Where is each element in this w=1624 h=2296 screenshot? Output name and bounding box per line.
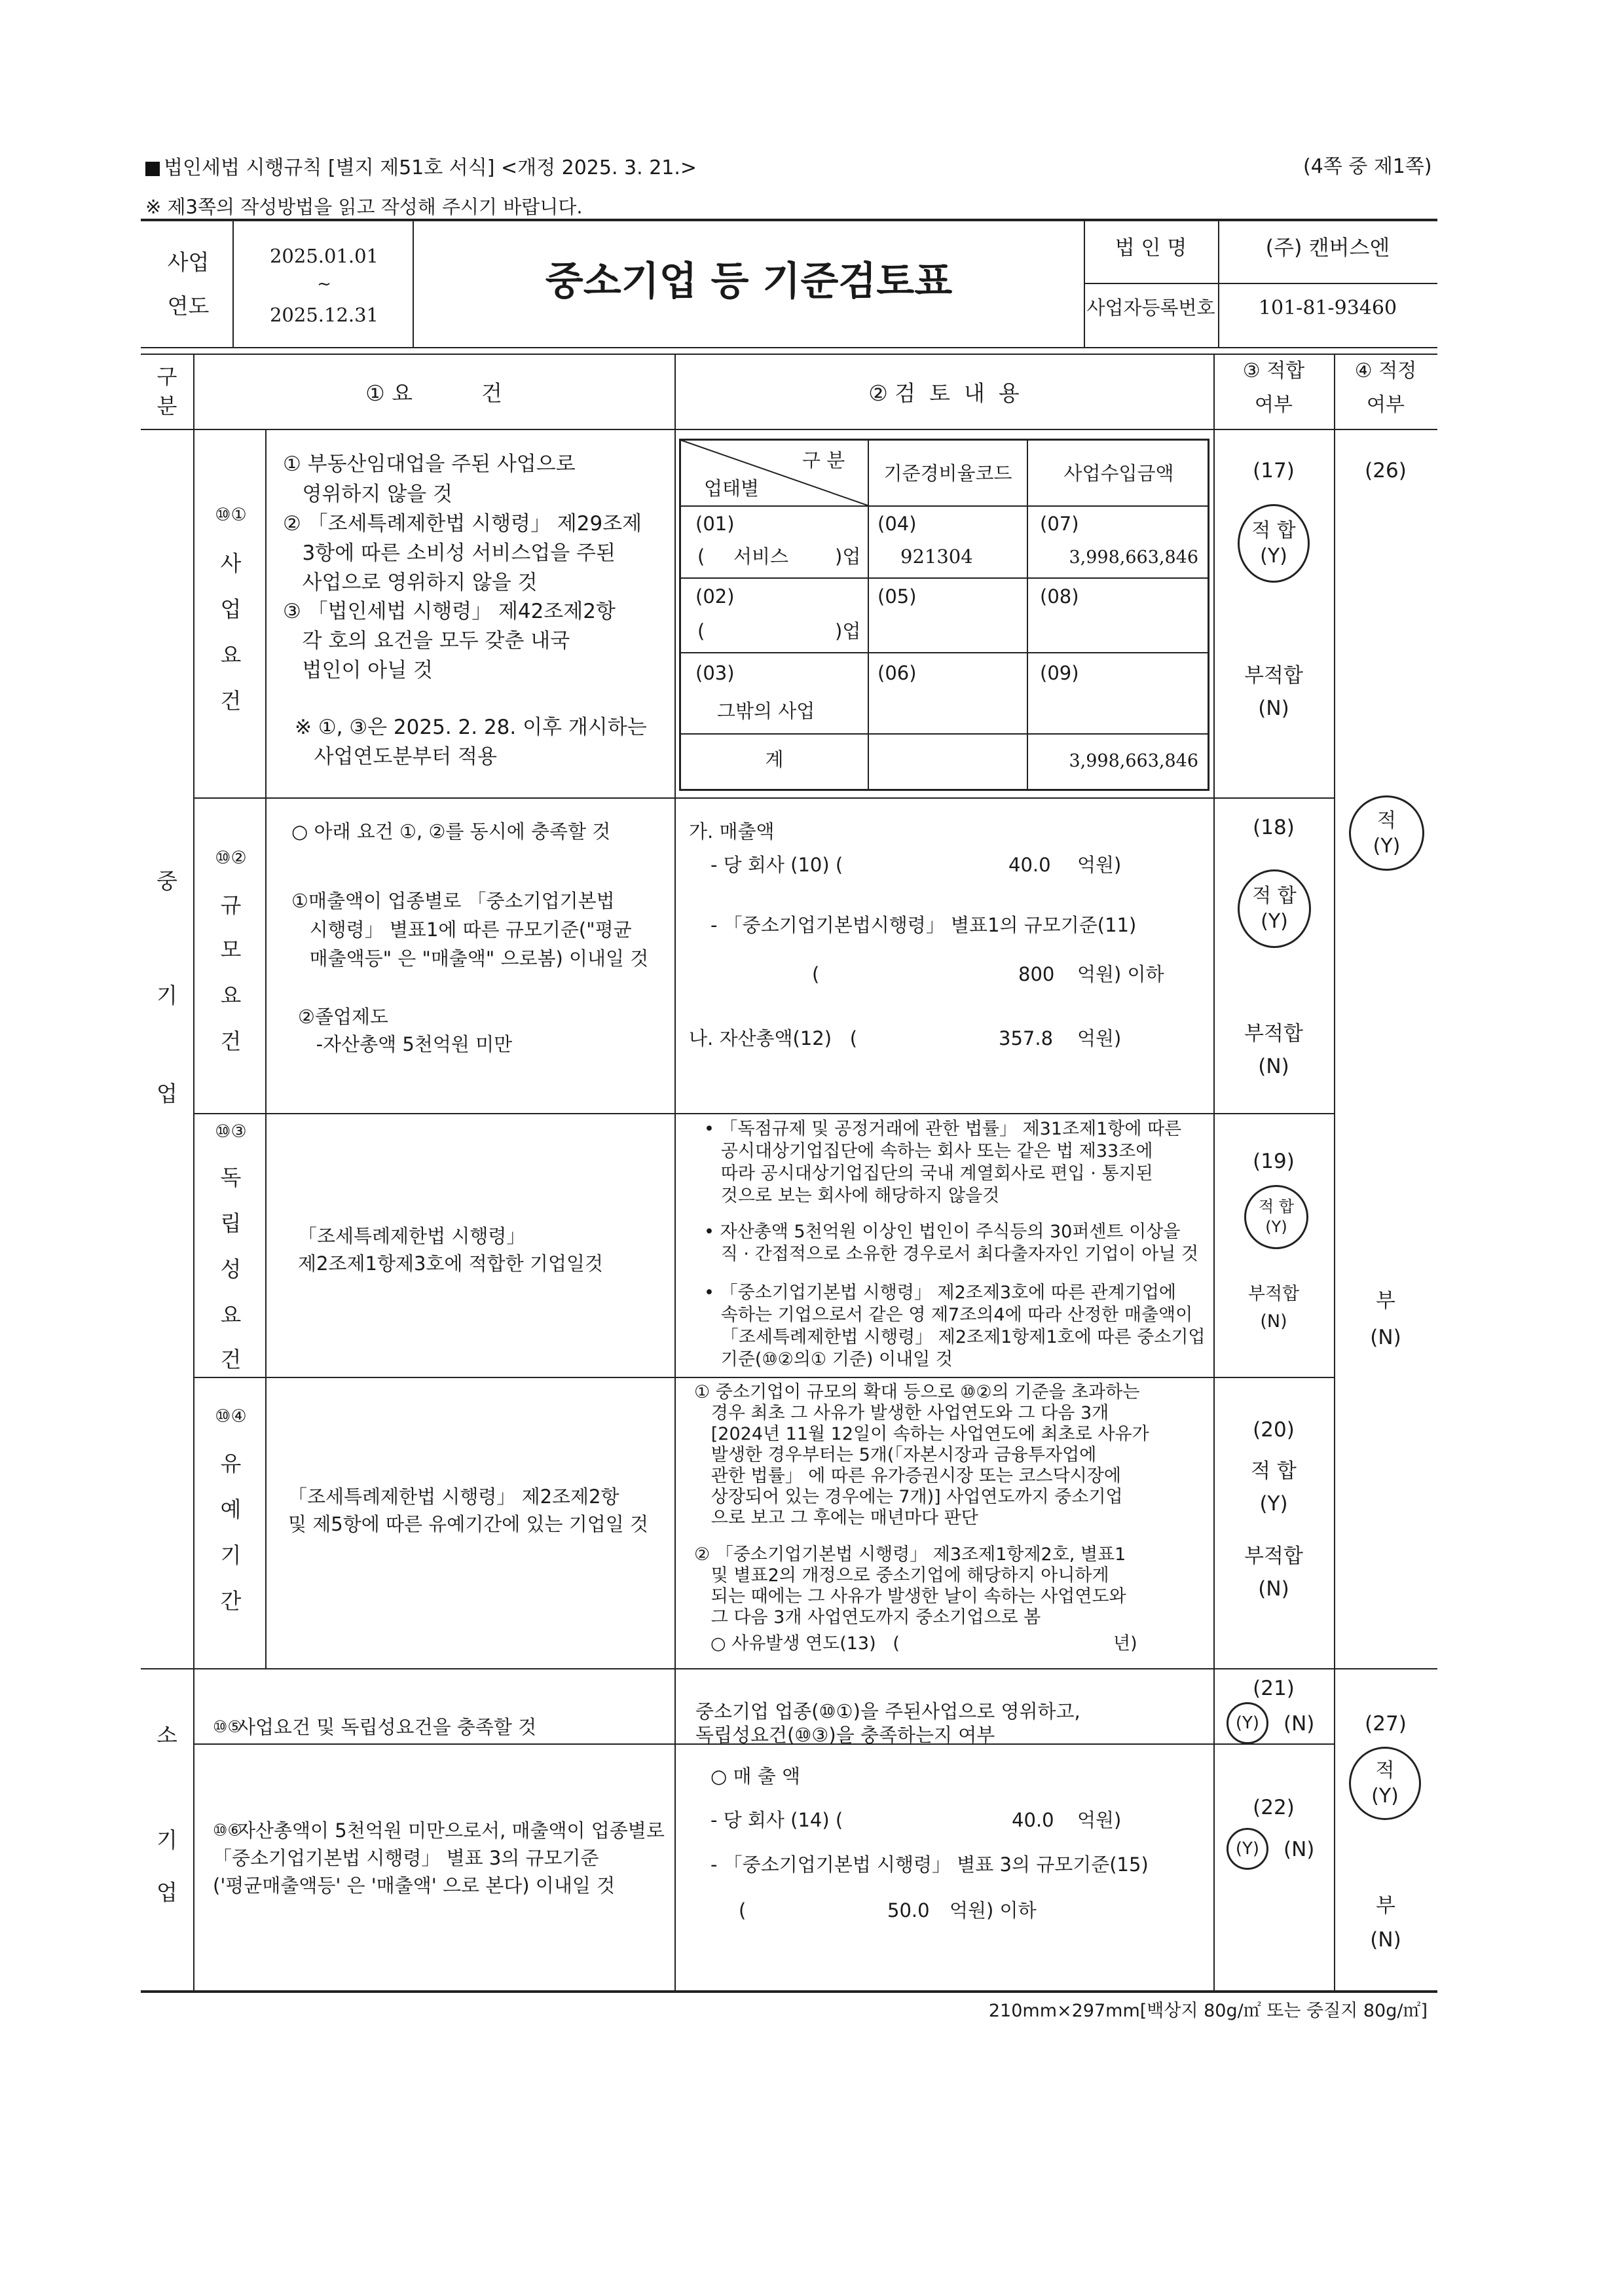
row103-label-4: 요 (220, 1302, 242, 1328)
row104-review1-3: [2024년 11월 12일이 속하는 사업연도에 최초로 사유가 (694, 1424, 1149, 1444)
sme-fit2-yes-2: (Y) (1373, 834, 1401, 858)
bit-total-amt: 3,998,663,846 (1069, 751, 1198, 771)
row103-req-1: 「조세특례제한법 시행령」 (298, 1225, 526, 1247)
row105-review-1: 중소기업 업종(⑩①)을 주된사업으로 영위하고, (695, 1700, 1080, 1722)
row103-bottom (193, 1377, 1334, 1378)
row101-req-7: 각 호의 요건을 모두 갖춘 내국 (283, 629, 570, 653)
bit-r1-close: )업 (835, 545, 861, 568)
col-fit2-1: ④ 적정 (1354, 359, 1417, 382)
row103-number: ⑩③ (215, 1121, 247, 1142)
page-info: (4쪽 중 제1쪽) (1303, 155, 1432, 178)
bit-total-label: 계 (765, 748, 784, 771)
bit-r1-open: ( (697, 545, 705, 568)
row101-label-line (265, 429, 267, 797)
row103-review1-3: 따라 공시대상기업집단의 국내 계열회사로 편입 · 통지된 (704, 1163, 1153, 1184)
row103-label-1: 독 (220, 1165, 242, 1190)
row103-review3-1: • 「중소기업기본법 시행령」 제2조제3호에 따른 관계기업에 (704, 1283, 1176, 1303)
row106-req-2: 「중소기업기본법 시행령」 별표 3의 규모기준 (213, 1847, 599, 1869)
row103-review2-1: • 자산총액 5천억원 이상인 법인이 주식등의 30퍼센트 이상을 (704, 1222, 1181, 1242)
group-small-1: 소 (157, 1722, 177, 1748)
row104-review3-label: ○ 사유발생 연도(13) ( (710, 1633, 900, 1654)
bottom-border (141, 1990, 1437, 1993)
period-end: 2025.12.31 (269, 304, 379, 326)
col-division-1: 구 (157, 364, 177, 389)
row104-review2-2: 및 별표2의 개정으로 중소기업에 해당하지 아니하게 (694, 1565, 1109, 1586)
small-fit2-yes[interactable] (1349, 1747, 1421, 1820)
bit-r1-code-no: (04) (877, 513, 917, 535)
row101-bottom (193, 797, 1334, 799)
row102-fit1-no: (18) (1253, 816, 1295, 839)
colheader-bottom-border (141, 429, 1437, 430)
row104-fit1-no-1: 부적합 (1244, 1544, 1303, 1568)
row106-review-b-unit: 억원) 이하 (950, 1899, 1037, 1922)
row105-number: ⑩⑤ (213, 1717, 242, 1736)
row104-review2-1: ② 「중소기업기본법 시행령」 제3조제1항제2호, 별표1 (694, 1544, 1126, 1565)
row102-review-b-value: 357.8 (999, 1027, 1054, 1049)
small-fit2-no-2: (N) (1370, 1928, 1401, 1952)
small-fit2-yes-1: 적 (1375, 1759, 1395, 1782)
row103-review3-2: 속하는 기업으로서 같은 영 제7조의4에 따라 산정한 매출액이 (704, 1305, 1193, 1325)
group-small-2: 기 (157, 1827, 177, 1853)
row105-fit1-no: (21) (1253, 1677, 1295, 1700)
bit-r3-type: 그밖의 사업 (717, 700, 815, 722)
bit-r2-amt-no: (08) (1040, 585, 1079, 608)
row103-review1-2: 공시대상기업집단에 속하는 회사 또는 같은 법 제33조에 (704, 1141, 1153, 1161)
instruction-note: ※ 제3쪽의 작성방법을 읽고 작성해 주시기 바랍니다. (145, 196, 583, 218)
row101-req-3: ② 「조세특례제한법 시행령」 제29조제 (283, 512, 642, 536)
bit-r1-no: (01) (695, 513, 735, 535)
row104-review1-5: 관한 법률」 에 따른 유가증권시장 또는 코스닥시장에 (694, 1466, 1121, 1486)
row105-fit2-no: (27) (1365, 1712, 1407, 1736)
row105-req: 사업요건 및 독립성요건을 충족할 것 (237, 1716, 537, 1738)
row103-fit1-no: (19) (1253, 1150, 1295, 1173)
row101-req-note-1: ※ ①, ③은 2025. 2. 28. 이후 개시하는 (295, 716, 647, 739)
col-division-2: 분 (157, 393, 177, 418)
bit-r1-amt-no: (07) (1040, 513, 1079, 535)
row102-fit1-no-2: (N) (1258, 1055, 1289, 1078)
bit-hdr-amount: 사업수입금액 (1063, 462, 1174, 484)
row102-fit1-yes-2: (Y) (1261, 910, 1288, 933)
row104-label-4: 간 (220, 1588, 242, 1614)
row106-review-b-label: - 「중소기업기본법 시행령」 별표 3의 규모기준(15) (710, 1853, 1149, 1876)
row101-number: ⑩① (215, 505, 247, 525)
row103-label-5: 건 (220, 1347, 242, 1372)
group-sme-1: 중 (157, 868, 177, 894)
bit-row3 (679, 652, 1209, 653)
row104-review1-7: 으로 보고 그 후에는 매년마다 판단 (694, 1508, 978, 1528)
title-bottom-border (141, 347, 1437, 348)
row105-fit1-y[interactable]: (Y) (1227, 1702, 1268, 1744)
row106-fit1-no: (22) (1253, 1796, 1295, 1819)
row103-fit1-no-2: (N) (1260, 1311, 1287, 1332)
row102-req-3: 매출액등" 은 "매출액" 으로봄) 이내일 것 (291, 947, 649, 970)
row103-review1-4: 것으로 보는 회사에 해당하지 않을것 (704, 1186, 1000, 1206)
small-fit2-no-1: 부 (1376, 1894, 1395, 1918)
row102-review-a1-value: 40.0 (1008, 854, 1051, 876)
row101-fit1-no: (17) (1253, 459, 1295, 483)
row103-fit2-no-1: 부 (1376, 1289, 1395, 1313)
bit-r3-no: (03) (695, 662, 735, 684)
row104-fit1-no: (20) (1253, 1418, 1295, 1442)
sme-bottom (141, 1668, 1437, 1669)
col-review: ② 검 토 내 용 (868, 380, 1020, 406)
row106-review-b-value: 50.0 (887, 1899, 930, 1922)
row103-fit2-no-2: (N) (1370, 1326, 1401, 1349)
row101-fit1-no-2: (N) (1258, 697, 1289, 720)
bit-r1-amt: 3,998,663,846 (1069, 547, 1198, 568)
row104-number: ⑩④ (215, 1406, 247, 1427)
bit-r2-close: )업 (835, 620, 861, 642)
row102-req-2: 시행령」 별표1에 따른 규모기준("평균 (291, 919, 632, 941)
row104-review1-1: ① 중소기업이 규모의 확대 등으로 ⑩②의 기준을 초과하는 (694, 1382, 1140, 1402)
row104-review1-4: 발생한 경우부터는 5개(「자본시장과 금융투자업에 (694, 1445, 1097, 1465)
row102-label-2: 모 (220, 937, 242, 962)
row104-review2-3: 되는 때에는 그 사유가 발생한 날이 속하는 사업연도와 (694, 1586, 1126, 1607)
bit-col2 (1027, 439, 1028, 791)
row104-label-3: 기 (220, 1542, 242, 1568)
row105-fit1-n: (N) (1283, 1712, 1315, 1736)
row103-review1-1: • 「독점규제 및 공정거래에 관한 법률」 제31조제1항에 따른 (704, 1119, 1182, 1139)
row102-req2-1: ②졸업제도 (298, 1006, 389, 1028)
row103-fit1-yes[interactable] (1244, 1185, 1308, 1249)
bit-row4 (679, 733, 1209, 735)
row101-fit1-yes[interactable] (1238, 504, 1310, 583)
row102-req-intro: ○ 아래 요건 ①, ②를 동시에 충족할 것 (291, 820, 611, 843)
row102-req2-2: -자산총액 5천억원 미만 (298, 1033, 513, 1055)
row101-fit1-yes-1: 적 합 (1251, 519, 1296, 542)
corp-name: (주) 캔버스엔 (1265, 235, 1390, 260)
group-sme-3: 업 (157, 1081, 177, 1106)
row101-label-1: 사 (220, 551, 242, 576)
row106-req-3: ('평균매출액등' 은 '매출액' 으로 본다) 이내일 것 (213, 1874, 616, 1897)
row102-label-3: 요 (220, 983, 242, 1008)
row102-review-b-label: 나. 자산총액(12) ( (689, 1027, 858, 1049)
title-divider-1 (232, 219, 234, 347)
row101-fit2-no: (26) (1365, 459, 1407, 483)
row102-req-1: ①매출액이 업종별로 「중소기업기본법 (291, 890, 615, 912)
row103-review2-2: 직 · 간접적으로 소유한 경우로서 최다출자자인 기업이 아닐 것 (704, 1244, 1199, 1264)
period-start: 2025.01.01 (269, 245, 379, 267)
row102-fit1-yes[interactable] (1238, 869, 1311, 948)
row101-req-5: 사업으로 영위하지 않을 것 (283, 571, 538, 594)
row103-label-3: 성 (220, 1256, 242, 1282)
row102-fit1-yes-1: 적 합 (1252, 884, 1297, 907)
row106-req-1: 자산총액이 5천억원 미만으로서, 매출액이 업종별로 (237, 1819, 665, 1842)
row103-fit1-yes-1: 적 합 (1259, 1197, 1294, 1216)
row102-review-a2-value: 800 (1018, 963, 1055, 985)
page-title: 중소기업 등 기준검토표 (545, 259, 953, 304)
sme-fit2-yes[interactable] (1349, 795, 1424, 871)
bit-hdr-code: 기준경비율코드 (883, 462, 1012, 484)
row102-label-1: 규 (220, 892, 242, 918)
row106-review-title: ○ 매 출 액 (710, 1765, 801, 1787)
row103-fit1-no-1: 부적합 (1247, 1284, 1300, 1304)
form-marker (145, 162, 160, 176)
bit-hdr-diag-bottom: 업태별 (704, 477, 760, 500)
period-label-2: 연도 (167, 293, 210, 319)
row104-label-1: 유 (220, 1451, 242, 1476)
row102-fit1-no-1: 부적합 (1244, 1022, 1303, 1046)
sme-fit2-yes-1: 적 (1377, 809, 1396, 832)
bit-r3-amt-no: (09) (1040, 662, 1079, 684)
title-mid-line (1084, 283, 1437, 284)
row106-fit1-n: (N) (1283, 1838, 1315, 1861)
row101-req-1: ① 부동산임대업을 주된 사업으로 (283, 452, 576, 476)
col-label-line (265, 797, 267, 1668)
row101-label-4: 건 (220, 688, 242, 714)
biz-no-label: 사업자등록번호 (1086, 297, 1215, 319)
row104-review1-6: 상장되어 있는 경우에는 7개)] 사업연도까지 중소기업 (694, 1487, 1123, 1507)
row101-label-2: 업 (220, 596, 242, 622)
row101-req-4: 3항에 따른 소비성 서비스업을 주된 (283, 541, 616, 565)
row103-review3-3: 「조세특례제한법 시행령」 제2조제1항제1호에 따른 중소기업 (704, 1327, 1206, 1347)
row102-bottom (193, 1113, 1334, 1114)
col-requirement-line (674, 354, 676, 1990)
row102-review-a1-label: - 당 회사 (10) ( (710, 854, 843, 876)
row106-review-b-open: ( (739, 1899, 747, 1922)
row104-label-2: 예 (220, 1497, 242, 1522)
row101-req-2: 영위하지 않을 것 (283, 483, 452, 506)
row104-review1-2: 경우 최초 그 사유가 발생한 사업연도와 그 다음 3개 (694, 1403, 1109, 1423)
row103-fit1-yes-2: (Y) (1265, 1218, 1287, 1236)
bit-hdr-diag-top: 구 분 (802, 449, 845, 471)
bit-r2-code-no: (05) (877, 585, 917, 608)
row104-fit1-yes-1: 적 합 (1251, 1459, 1297, 1483)
row106-review-a-label: - 당 회사 (14) ( (710, 1809, 843, 1831)
bit-r3-code-no: (06) (877, 662, 917, 684)
row103-review3-4: 기준(⑩②의① 기준) 이내일 것 (704, 1349, 953, 1370)
bit-r2-no: (02) (695, 585, 735, 608)
row102-review-b-unit: 억원) (1077, 1027, 1122, 1049)
row103-req-2: 제2조제1항제3호에 적합한 기업일것 (298, 1252, 603, 1275)
bit-r1-type: 서비스 (733, 545, 789, 568)
bit-row2 (679, 577, 1209, 579)
row101-fit1-yes-2: (Y) (1260, 545, 1287, 568)
col-division-line (193, 354, 194, 1990)
colheader-top-border (141, 354, 1437, 355)
col-fit-line (1334, 354, 1335, 1990)
row101-label-3: 요 (220, 642, 242, 668)
row104-fit1-yes-2: (Y) (1259, 1492, 1288, 1516)
row102-review-a: 가. 매출액 (689, 820, 775, 843)
bit-r1-code: 921304 (900, 545, 973, 568)
col-requirement: ① 요 건 (365, 380, 502, 406)
row102-review-a2-unit: 억원) 이하 (1077, 963, 1164, 985)
row103-label-2: 립 (220, 1211, 242, 1236)
row106-fit1-y[interactable]: (Y) (1227, 1828, 1268, 1870)
row106-review-a-unit: 억원) (1077, 1809, 1122, 1831)
top-border (141, 219, 1437, 221)
row102-label-4: 건 (220, 1029, 242, 1054)
row106-review-a-value: 40.0 (1012, 1809, 1054, 1831)
row102-review-a1-unit: 억원) (1077, 854, 1122, 876)
group-small-3: 업 (157, 1880, 177, 1905)
bit-r2-open: ( (697, 620, 705, 642)
row102-review-a2-label: - 「중소기업기본법시행령」 별표1의 규모기준(11) (710, 914, 1137, 936)
row104-fit1-no-2: (N) (1258, 1577, 1289, 1601)
row101-req-6: ③ 「법인세법 시행령」 제42조제2항 (283, 600, 616, 623)
row101-fit1-no-1: 부적합 (1244, 664, 1303, 687)
form-reference: 법인세법 시행규칙 [별지 제51호 서식] <개정 2025. 3. 21.> (164, 156, 697, 179)
row104-review2-4: 그 다음 3개 사업연도까지 중소기업으로 봄 (694, 1607, 1041, 1628)
row102-review-a2-open: ( (812, 963, 820, 985)
row104-req-2: 및 제5항에 따른 유예기간에 있는 기업일 것 (288, 1513, 648, 1535)
period-label-1: 사업 (167, 249, 210, 275)
row106-number: ⑩⑥ (213, 1821, 242, 1840)
paper-spec: 210mm×297mm[백상지 80g/㎡ 또는 중질지 80g/㎡] (988, 2001, 1428, 2021)
row104-req-1: 「조세특례제한법 시행령」 제2조제2항 (288, 1485, 619, 1508)
biz-no: 101-81-93460 (1258, 297, 1397, 319)
col-fit1-2: 여부 (1255, 393, 1293, 416)
col-fit1-1: ③ 적합 (1242, 359, 1305, 382)
row101-req-note-2: 사업연도분부터 적용 (295, 745, 497, 769)
col-fit2-2: 여부 (1367, 393, 1405, 416)
row104-review3-end: 년) (1113, 1633, 1137, 1654)
row101-req-8: 법인이 아닐 것 (283, 659, 433, 682)
period-tilde: ~ (317, 274, 331, 294)
group-sme-2: 기 (157, 983, 177, 1008)
row102-number: ⑩② (215, 848, 247, 868)
corp-name-label: 법 인 명 (1115, 236, 1187, 260)
small-fit2-yes-2: (Y) (1371, 1785, 1399, 1808)
row105-review-2: 독립성요건(⑩③)을 충족하는지 여부 (695, 1724, 995, 1746)
